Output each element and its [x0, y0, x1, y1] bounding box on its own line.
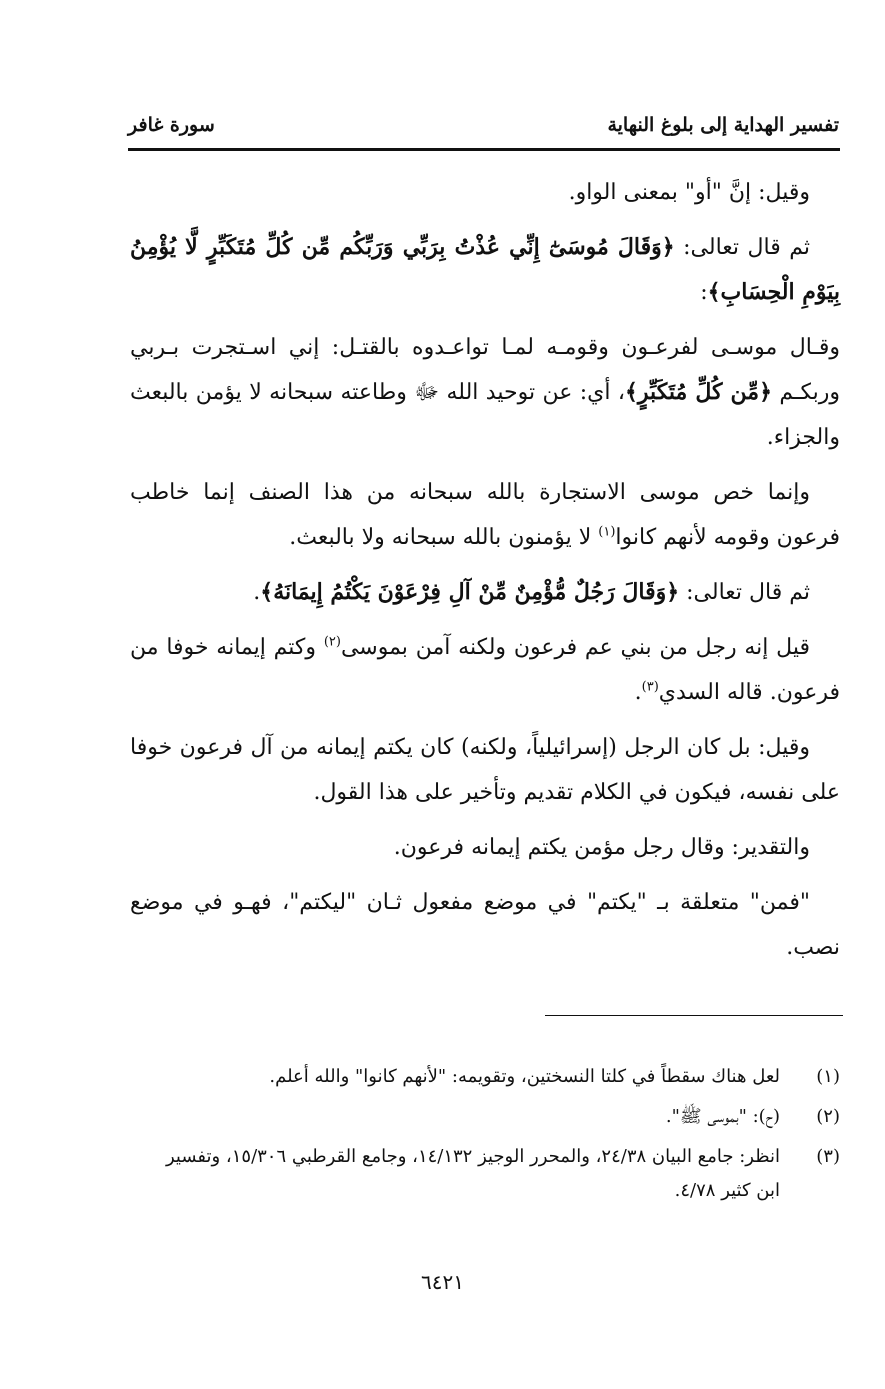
- paragraph-5-intro: ثم قال تعالى:: [679, 580, 810, 605]
- paragraph-3: [130, 325, 840, 460]
- paragraph-5: [130, 570, 840, 615]
- paragraph-7: [130, 725, 840, 815]
- paragraph-3-text-b: ، أي: عن توحيد الله ﷻ وطاعته سبحانه لا يؤمن بالبعث والجزاء.: [130, 380, 840, 450]
- paragraph-3-text-a: وقـال موسـى لفرعـون وقومـه لمـا تواعـدوه بالقتـل: إني اسـتجرت بـربي وربكـم: [130, 335, 840, 405]
- paragraph-1-text: وقيل: إنَّ "أو" بمعنى الواو.: [568, 180, 810, 205]
- paragraph-2-intro: ثم قال تعالى:: [674, 235, 810, 260]
- paragraph-1: [130, 170, 840, 215]
- page-number: ٦٤٢١: [421, 1270, 464, 1294]
- footnote-text: انظر: جامع البيان ٢٤/٣٨، والمحرر الوجيز ١٤/١٣٢، وجامع القرطبي ١٥/٣٠٦، وتفسير ابن كثير ٤/٧٨.: [165, 1146, 780, 1201]
- paragraph-5-end: .: [253, 580, 261, 605]
- running-header: [128, 110, 839, 148]
- footnote-number: (١): [816, 1066, 840, 1087]
- footnote-number: (٢): [816, 1106, 840, 1127]
- paragraph-9: [130, 880, 840, 970]
- quran-verse-3: ﴿وَقَالَ رَجُلٌ مُّؤْمِنٌ مِّنْ آلِ فِرْعَوْنَ يَكْتُمُ إِيمَانَهُ﴾: [260, 579, 680, 605]
- paragraph-4: [130, 470, 840, 560]
- footnote-marker-1[interactable]: (١): [598, 524, 616, 540]
- main-text: [130, 170, 840, 980]
- header-divider: [128, 148, 840, 151]
- paragraph-7-text: وقيل: بل كان الرجل (إسرائيلياً، ولكنه) كان يكتم إيمانه من آل فرعون خوفا على نفسه، فيكون في الكلام تقديم وتأخير على هذا القول.: [130, 735, 840, 805]
- footnote-item: [150, 1060, 840, 1094]
- quran-verse-2: ﴿مِّن كُلِّ مُتَكَبِّرٍ﴾: [625, 379, 772, 405]
- footnote-marker-2[interactable]: (٢): [323, 634, 341, 650]
- paragraph-2: [130, 225, 840, 315]
- paragraph-4-text-b: لا يؤمنون بالله سبحانه ولا بالبعث.: [289, 525, 599, 550]
- paragraph-8-text: والتقدير: وقال رجل مؤمن يكتم إيمانه فرعون.: [393, 835, 810, 860]
- footnotes: [150, 1060, 840, 1214]
- footnote-divider: [545, 1015, 843, 1016]
- paragraph-4-text-a: وإنما خص موسى الاستجارة بالله سبحانه من هذا الصنف إنما خاطب فرعون وقومه لأنهم كانوا: [130, 480, 840, 550]
- surah-name: سورة غافر: [128, 114, 215, 136]
- paragraph-6-text-b: وكتم إيمانه خوفا من فرعون. قاله السدي: [130, 635, 840, 705]
- paragraph-2-end: :: [700, 280, 708, 305]
- footnote-item: [150, 1140, 840, 1208]
- paragraph-6-end: .: [634, 680, 642, 705]
- footnote-marker-3[interactable]: (٣): [641, 679, 659, 695]
- footnote-text: لعل هناك سقطاً في كلتا النسختين، وتقويمه: "لأنهم كانوا" والله أعلم.: [269, 1066, 780, 1087]
- footnote-text: (ح): "بموسى ﷺ".: [665, 1106, 780, 1127]
- footnote-number: (٣): [816, 1146, 840, 1167]
- paragraph-8: [130, 825, 840, 870]
- paragraph-6: [130, 625, 840, 715]
- footnote-item: [150, 1100, 840, 1134]
- paragraph-6-text-a: قيل إنه رجل من بني عم فرعون ولكنه آمن بموسى: [340, 635, 810, 660]
- paragraph-9-text: "فمن" متعلقة بـ "يكتم" في موضع مفعول ثـان "ليكتم"، فهـو في موضع نصب.: [130, 890, 840, 960]
- book-title: تفسير الهداية إلى بلوغ النهاية: [607, 114, 839, 136]
- quran-verse-1: ﴿وَقَالَ مُوسَىٰٓ إِنِّي عُذْتُ بِرَبِّي وَرَبِّكُم مِّن كُلِّ مُتَكَبِّرٍ لَّا يُؤْمِنُ بِيَوْمِ الْحِسَابِ﴾: [130, 234, 840, 305]
